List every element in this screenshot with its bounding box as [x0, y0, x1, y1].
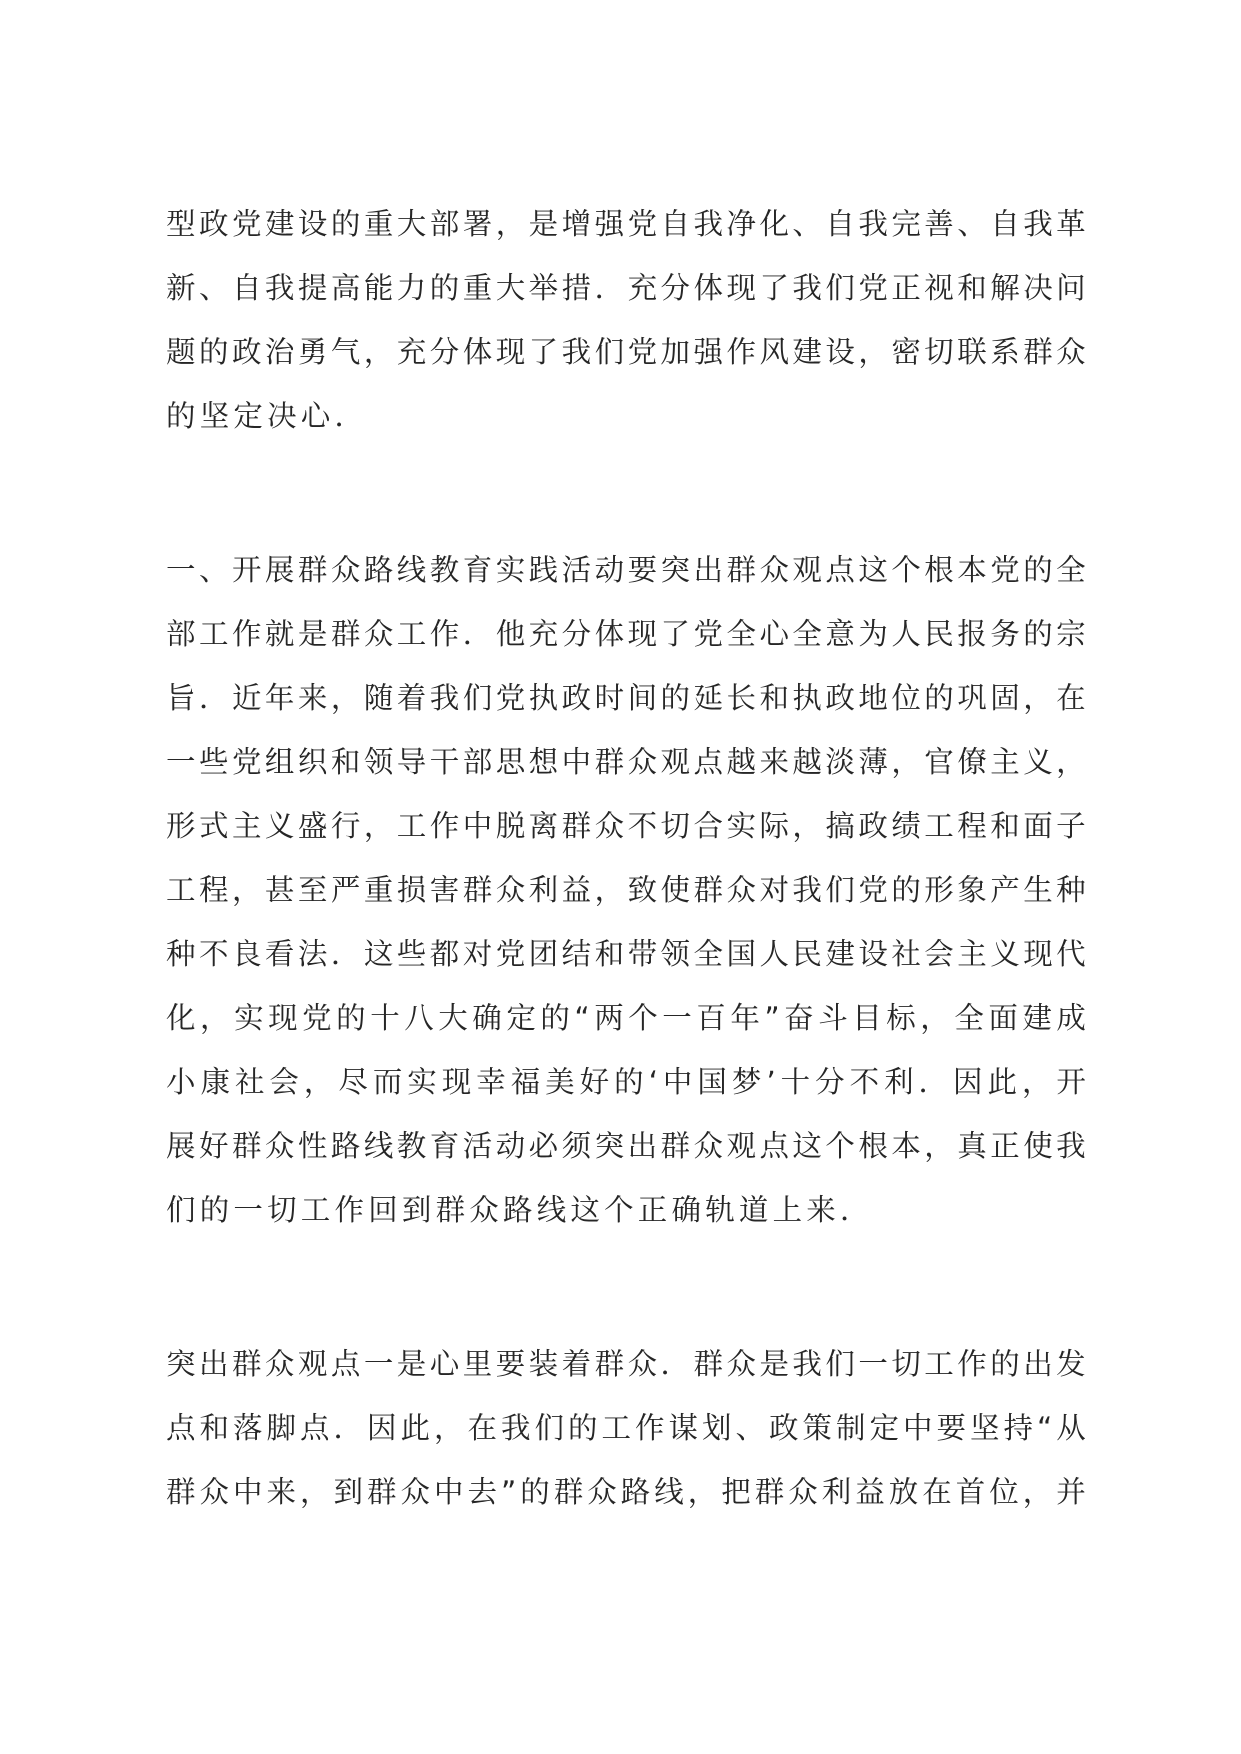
paragraph-1-line-1: 型 政 党 建 设 的 重 大 部 署 ， 是 增 强 党 自 我 净 化 、 自 我 完 善 、 自 我 革: [166, 207, 1086, 241]
paragraph-3-line-2: 点 和 落 脚 点 ． 因 此 ， 在 我 们 的 工 作 谋 划 、 政 策 制 定 中 要 坚 持 “ 从: [166, 1411, 1086, 1445]
paragraph-2-line-7: 种 不 良 看 法 ． 这 些 都 对 党 团 结 和 带 领 全 国 人 民 建 设 社 会 主 义 现 代: [166, 937, 1086, 971]
paragraph-3-line-1: 突 出 群 众 观 点 一 是 心 里 要 装 着 群 众 ． 群 众 是 我 们 一 切 工 作 的 出 发: [166, 1347, 1086, 1381]
paragraph-2-line-1: 一 、 开 展 群 众 路 线 教 育 实 践 活 动 要 突 出 群 众 观 点 这 个 根 本 党 的 全: [166, 553, 1086, 587]
paragraph-2-line-11: 们的一切工作回到群众路线这个正确轨道上来．: [166, 1193, 874, 1227]
paragraph-2-line-5: 形 式 主 义 盛 行 ， 工 作 中 脱 离 群 众 不 切 合 实 际 ， 搞 政 绩 工 程 和 面 子: [166, 809, 1086, 843]
paragraph-1-line-3: 题 的 政 治 勇 气 ， 充 分 体 现 了 我 们 党 加 强 作 风 建 设 ， 密 切 联 系 群 众: [166, 335, 1086, 369]
paragraph-3-line-3: 群 众 中 来 ， 到 群 众 中 去 ” 的 群 众 路 线 ， 把 群 众 利 益 放 在 首 位 ， 并: [166, 1475, 1086, 1509]
paragraph-2-line-6: 工 程 ， 甚 至 严 重 损 害 群 众 利 益 ， 致 使 群 众 对 我 们 党 的 形 象 产 生 种: [166, 873, 1086, 907]
paragraph-1-line-4: 的坚定决心．: [166, 399, 369, 433]
paragraph-2-line-10: 展 好 群 众 性 路 线 教 育 活 动 必 须 突 出 群 众 观 点 这 个 根 本 ， 真 正 使 我: [166, 1129, 1086, 1163]
paragraph-2-line-2: 部 工 作 就 是 群 众 工 作 ． 他 充 分 体 现 了 党 全 心 全 意 为 人 民 报 务 的 宗: [166, 617, 1086, 651]
paragraph-1-line-2: 新 、 自 我 提 高 能 力 的 重 大 举 措 ． 充 分 体 现 了 我 们 党 正 视 和 解 决 问: [166, 271, 1086, 305]
paragraph-2-line-3: 旨 ． 近 年 来 ， 随 着 我 们 党 执 政 时 间 的 延 长 和 执 政 地 位 的 巩 固 ， 在: [166, 681, 1086, 715]
paragraph-2-line-4: 一 些 党 组 织 和 领 导 干 部 思 想 中 群 众 观 点 越 来 越 淡 薄 ， 官 僚 主 义 ，: [166, 745, 1086, 779]
paragraph-2-line-9: 小 康 社 会 ， 尽 而 实 现 幸 福 美 好 的 ‘ 中 国 梦 ’ 十 分 不 利 ． 因 此 ， 开: [166, 1065, 1086, 1099]
paragraph-2-line-8: 化 ， 实 现 党 的 十 八 大 确 定 的 “ 两 个 一 百 年 ” 奋 斗 目 标 ， 全 面 建 成: [166, 1001, 1086, 1035]
